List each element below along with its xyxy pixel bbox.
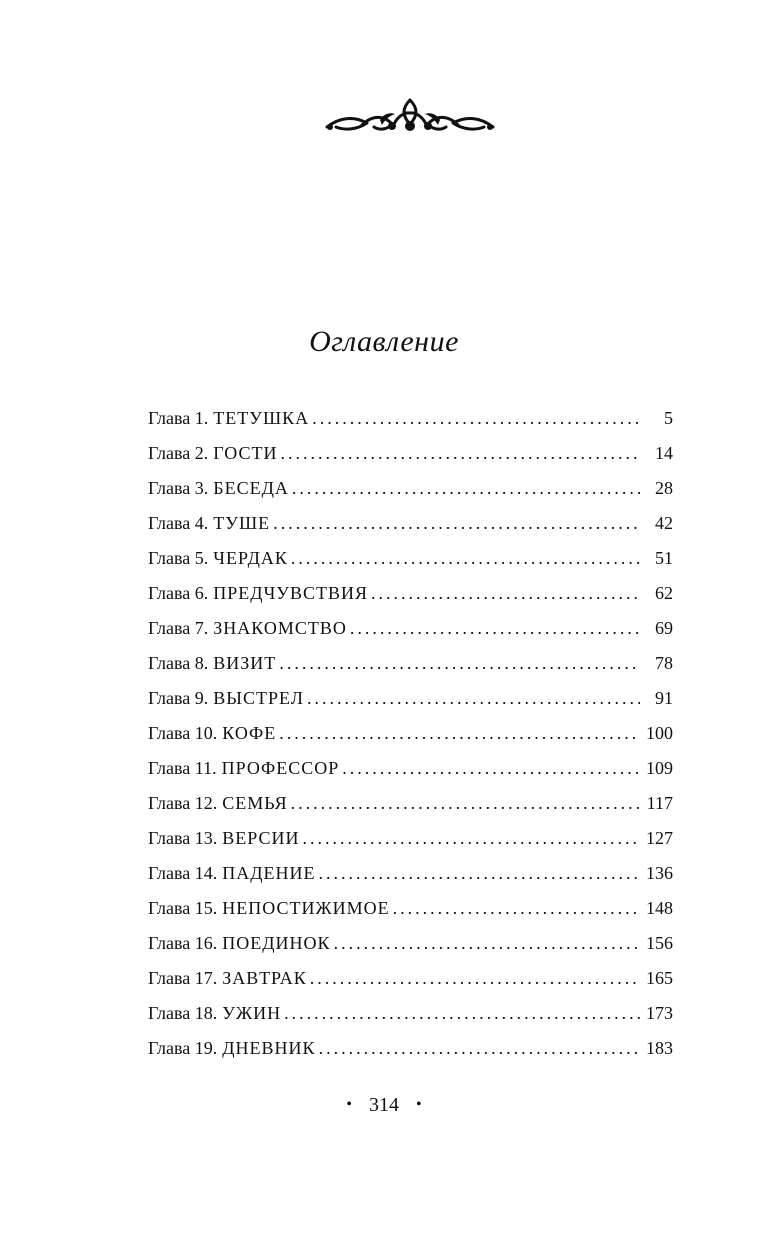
toc-row — [148, 653, 673, 688]
toc-page-number: 78 — [655, 653, 673, 673]
toc-dot-leader — [291, 793, 640, 814]
toc-chapter-title: ТУШЕ — [213, 513, 271, 533]
toc-chapter-title: ЗНАКОМСТВО — [213, 618, 347, 638]
toc-chapter-label: Глава 9. — [148, 688, 209, 708]
toc-row — [148, 443, 673, 478]
toc-row — [148, 828, 673, 863]
toc-chapter-title: КОФЕ — [222, 723, 277, 743]
toc-page-number: 14 — [655, 443, 673, 463]
toc-chapter-label: Глава 8. — [148, 653, 209, 673]
toc-row — [148, 898, 673, 933]
toc-page-number: 5 — [664, 408, 673, 428]
toc-chapter-label: Глава 18. — [148, 1003, 218, 1023]
toc-dot-leader — [310, 968, 640, 989]
toc-dot-leader — [292, 478, 640, 499]
toc-chapter-title: СЕМЬЯ — [222, 793, 288, 813]
toc-chapter-label: Глава 15. — [148, 898, 218, 918]
toc-chapter-label: Глава 17. — [148, 968, 218, 988]
toc-chapter-title: ВИЗИТ — [213, 653, 277, 673]
toc-dot-leader — [312, 408, 640, 429]
toc-dot-leader — [279, 653, 640, 674]
toc-dot-leader — [393, 898, 640, 919]
toc-row — [148, 758, 673, 793]
toc-dot-leader — [273, 513, 640, 534]
footer-bullet-left: • — [346, 1096, 352, 1113]
toc-chapter-label: Глава 11. — [148, 758, 217, 778]
toc-chapter-label: Глава 5. — [148, 548, 209, 568]
toc-dot-leader — [303, 828, 640, 849]
toc-page-number: 165 — [646, 968, 673, 988]
toc-chapter-title: ТЕТУШКА — [213, 408, 310, 428]
toc-row — [148, 478, 673, 513]
toc-chapter-label: Глава 3. — [148, 478, 209, 498]
toc-chapter-title: ПРЕДЧУВСТВИЯ — [213, 583, 369, 603]
toc-page-number: 148 — [646, 898, 673, 918]
toc-row — [148, 1003, 673, 1038]
toc-chapter-label: Глава 1. — [148, 408, 209, 428]
toc-row — [148, 968, 673, 1003]
toc-dot-leader — [291, 548, 640, 569]
toc-dot-leader — [279, 723, 640, 744]
toc-row — [148, 618, 673, 653]
toc-dot-leader — [334, 933, 640, 954]
toc-page-number: 183 — [646, 1038, 673, 1058]
toc-row — [148, 933, 673, 968]
toc-page-number: 28 — [655, 478, 673, 498]
toc-chapter-title: ПРОФЕССОР — [221, 758, 340, 778]
toc-dot-leader — [284, 1003, 640, 1024]
toc-dot-leader — [307, 688, 640, 709]
table-of-contents — [148, 408, 673, 1073]
toc-chapter-title: ЧЕРДАК — [213, 548, 288, 568]
toc-dot-leader — [342, 758, 640, 779]
toc-page-number: 91 — [655, 688, 673, 708]
toc-chapter-label: Глава 6. — [148, 583, 209, 603]
toc-dot-leader — [319, 863, 640, 884]
toc-page-number: 156 — [646, 933, 673, 953]
toc-chapter-title: ПОЕДИНОК — [222, 933, 331, 953]
toc-page-number: 173 — [646, 1003, 673, 1023]
toc-page-number: 69 — [655, 618, 673, 638]
toc-chapter-title: ВЕРСИИ — [222, 828, 300, 848]
toc-chapter-title: ПАДЕНИЕ — [222, 863, 316, 883]
toc-dot-leader — [371, 583, 640, 604]
footer-page-number — [0, 1094, 768, 1117]
toc-page-number: 51 — [655, 548, 673, 568]
toc-chapter-label: Глава 2. — [148, 443, 209, 463]
toc-chapter-label: Глава 7. — [148, 618, 209, 638]
toc-row — [148, 723, 673, 758]
toc-chapter-title: ГОСТИ — [213, 443, 278, 463]
toc-chapter-title: НЕПОСТИЖИМОЕ — [222, 898, 390, 918]
toc-page-number: 109 — [646, 758, 673, 778]
toc-page-number: 42 — [655, 513, 673, 533]
toc-page-number: 117 — [646, 793, 673, 813]
toc-row — [148, 793, 673, 828]
toc-chapter-label: Глава 14. — [148, 863, 218, 883]
toc-page-number: 62 — [655, 583, 673, 603]
toc-row — [148, 408, 673, 443]
page-number-value: 314 — [369, 1094, 399, 1116]
toc-chapter-title: БЕСЕДА — [213, 478, 289, 498]
toc-chapter-label: Глава 13. — [148, 828, 218, 848]
toc-chapter-label: Глава 19. — [148, 1038, 218, 1058]
toc-chapter-title: УЖИН — [222, 1003, 282, 1023]
toc-page-number: 136 — [646, 863, 673, 883]
toc-row — [148, 1038, 673, 1073]
toc-page-number: 100 — [646, 723, 673, 743]
toc-chapter-label: Глава 4. — [148, 513, 209, 533]
toc-chapter-label: Глава 10. — [148, 723, 218, 743]
toc-row — [148, 513, 673, 548]
footer-bullet-right: • — [416, 1096, 422, 1113]
toc-row — [148, 688, 673, 723]
toc-row — [148, 548, 673, 583]
toc-page-number: 127 — [646, 828, 673, 848]
toc-chapter-label: Глава 12. — [148, 793, 218, 813]
toc-chapter-title: ЗАВТРАК — [222, 968, 307, 988]
toc-chapter-label: Глава 16. — [148, 933, 218, 953]
toc-chapter-title: ВЫСТРЕЛ — [213, 688, 304, 708]
ornament-flourish-icon — [322, 96, 498, 138]
toc-row — [148, 583, 673, 618]
toc-dot-leader — [350, 618, 640, 639]
toc-dot-leader — [319, 1038, 640, 1059]
toc-chapter-title: ДНЕВНИК — [222, 1038, 316, 1058]
toc-row — [148, 863, 673, 898]
page-title: Оглавление — [309, 325, 459, 358]
toc-dot-leader — [280, 443, 640, 464]
